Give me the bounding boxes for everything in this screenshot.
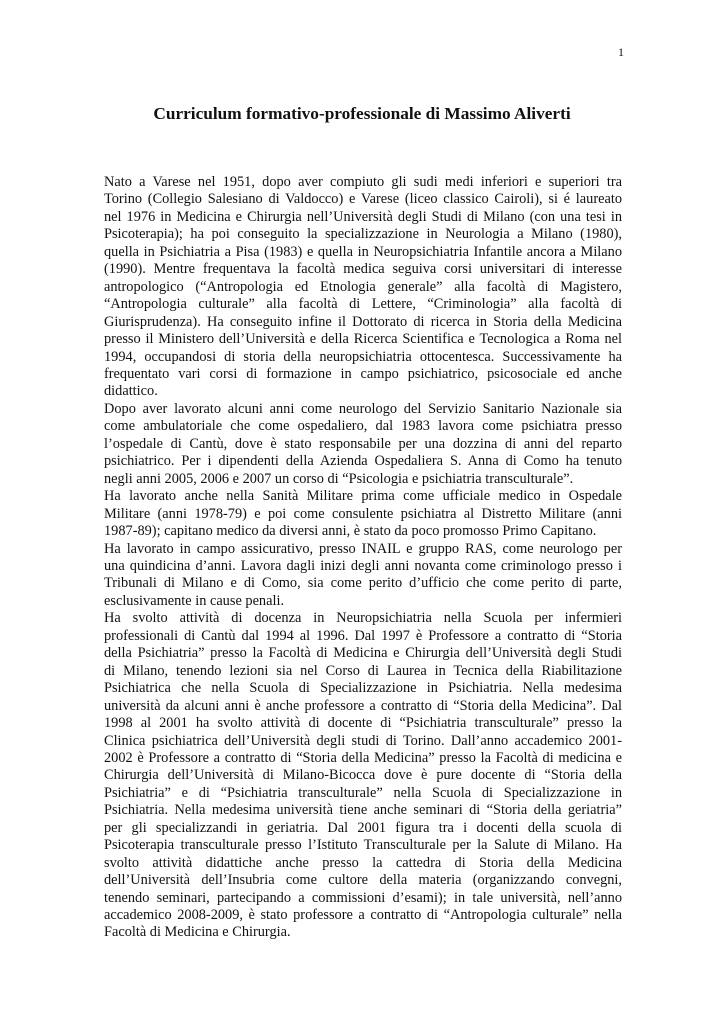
text-line: Clinica psichiatrica dell’Università degli studi di Torino. Dall’anno accademico 2001- [104,732,622,749]
text-line: dell’Università dell’Insubria come cultore della materia (organizzando convegni, [104,872,622,889]
text-line: una quindicina d’anni. Lavora dagli inizi degli anni novanta come criminologo presso i [104,557,622,574]
text-line: presso il Ministero dell’Università e della Ricerca Scientifica e Tecnologica a Roma nel [104,331,622,348]
text-line: negli anni 2005, 2006 e 2007 un corso di “Psicologia e psichiatria transculturale”. [104,470,574,487]
paragraph [104,610,622,942]
text-line: Psichiatria. Nella medesima università tiene anche seminari di “Storia della geriatria” [104,802,622,819]
text-line: “Antropologia culturale” alla facoltà di Lettere, “Criminologia” alla facoltà di [104,296,622,313]
text-line: Ha svolto attività di docenza in Neuropsichiatria nella Scuola per infermieri [104,610,622,627]
text-line: Tribunali di Milano e di Como, sia come perito d’ufficio che come perito di parte, [104,575,622,592]
text-line: 2002 è Professore a contratto di “Storia della Medicina” presso la Facoltà di medicina e [104,749,622,766]
text-line: Psichiatrica che nella Scuola di Specializzazione in Psichiatria. Nella medesima [104,680,622,697]
text-line: Ha lavorato anche nella Sanità Militare prima come ufficiale medico in Ospedale [104,488,622,505]
text-line: (1990). Mentre frequentava la facoltà medica seguiva corsi universitari di interesse [104,261,622,278]
text-line: 1994, occupandosi di storia della neuropsichiatria ottocentesca. Successivamente ha [104,348,622,365]
text-line: Facoltà di Medicina e Chirurgia. [104,924,291,941]
text-line: Torino (Collegio Salesiano di Valdocco) e Varese (liceo classico Cairoli), si é laureato [104,191,622,208]
text-line: accademico 2008-2009, è stato professore a contratto di “Antropologia culturale” nella [104,907,622,924]
text-line: quella in Psichiatria a Pisa (1983) e quella in Neuropsichiatria Infantile ancora a Milano [104,243,622,260]
text-line: svolto attività didattiche anche presso la cattedra di Storia della Medicina [104,854,622,871]
text-line: Ha lavorato in campo assicurativo, presso INAIL e gruppo RAS, come neurologo per [104,540,622,557]
text-line: 1987-89); capitano medico da diversi anni, è stato da poco promosso Primo Capitano. [104,523,597,540]
text-line: esclusivamente in cause penali. [104,592,285,609]
text-line: antropologico (“Antropologia ed Etnologia generale” alla facoltà di Magistero, [104,278,622,295]
paragraph [104,541,622,611]
text-line: Psicoterapia transculturale presso l’Istituto Transculturale per la Salute di Milano. Ha [104,837,622,854]
document-body [104,174,622,942]
paragraph [104,488,622,540]
text-line: psichiatrico. Per i dipendenti della Azienda Ospedaliera S. Anna di Como ha tenuto [104,453,622,470]
text-line: Psicoterapia); ha poi conseguito la specializzazione in Neurologia a Milano (1980), [104,226,622,243]
text-line: come ambulatoriale che come ospedaliero, dal 1983 lavora come psichiatra presso [104,418,622,435]
text-line: tenendo seminari, partecipando a commissioni d’esami); in tale università, nell’anno [104,889,622,906]
document-title: Curriculum formativo-professionale di Massimo Aliverti [153,104,571,123]
text-line: per gli specializzandi in geriatria. Dal 2001 figura tra i docenti della scuola di [104,819,622,836]
text-line: didattico. [104,383,158,400]
text-line: Chirurgia dell’Università di Milano-Bicocca dove è pure docente di “Storia della [104,767,622,784]
text-line: Nato a Varese nel 1951, dopo aver compiuto gli sudi medi inferiori e superiori tra [104,174,622,190]
text-line: nel 1976 in Medicina e Chirurgia nell’Università degli Studi di Milano (con una tesi in [104,208,622,225]
text-line: frequentato vari corsi di formazione in campo psichiatrico, psicosociale ed anche [104,365,622,382]
text-line: di Milano, tenendo lezioni sia nel Corso di Laurea in Tecnica della Riabilitazione [104,662,622,679]
paragraph [104,174,622,401]
page-number: 1 [618,45,624,59]
text-line: 1998 al 2001 ha svolto attività di docente di “Psichiatria transculturale” presso la [104,715,622,732]
text-line: Militare (anni 1978-79) e poi come consulente psichiatra al Distretto Militare (anni [104,505,622,522]
paragraph [104,401,622,488]
text-line: università da alcuni anni è anche professore a contratto di “Storia della Medicina”. Dal [104,697,622,714]
text-line: della Psichiatria” presso la Facoltà di Medicina e Chirurgia dell’Università degli Studi [104,645,622,662]
text-line: Giurisprudenza). Ha conseguito infine il Dottorato di ricerca in Storia della Medicina [104,313,622,330]
text-line: Psichiatria” e di “Psichiatria transculturale” nella Scuola di Specializzazione in [104,784,622,801]
text-line: Dopo aver lavorato alcuni anni come neurologo del Servizio Sanitario Nazionale sia [104,400,622,417]
text-line: l’ospedale di Cantù, dove è stato responsabile per una dozzina di anni del reparto [104,435,622,452]
text-line: professionali di Cantù dal 1994 al 1996. Dal 1997 è Professore a contratto di “Storia [104,627,622,644]
